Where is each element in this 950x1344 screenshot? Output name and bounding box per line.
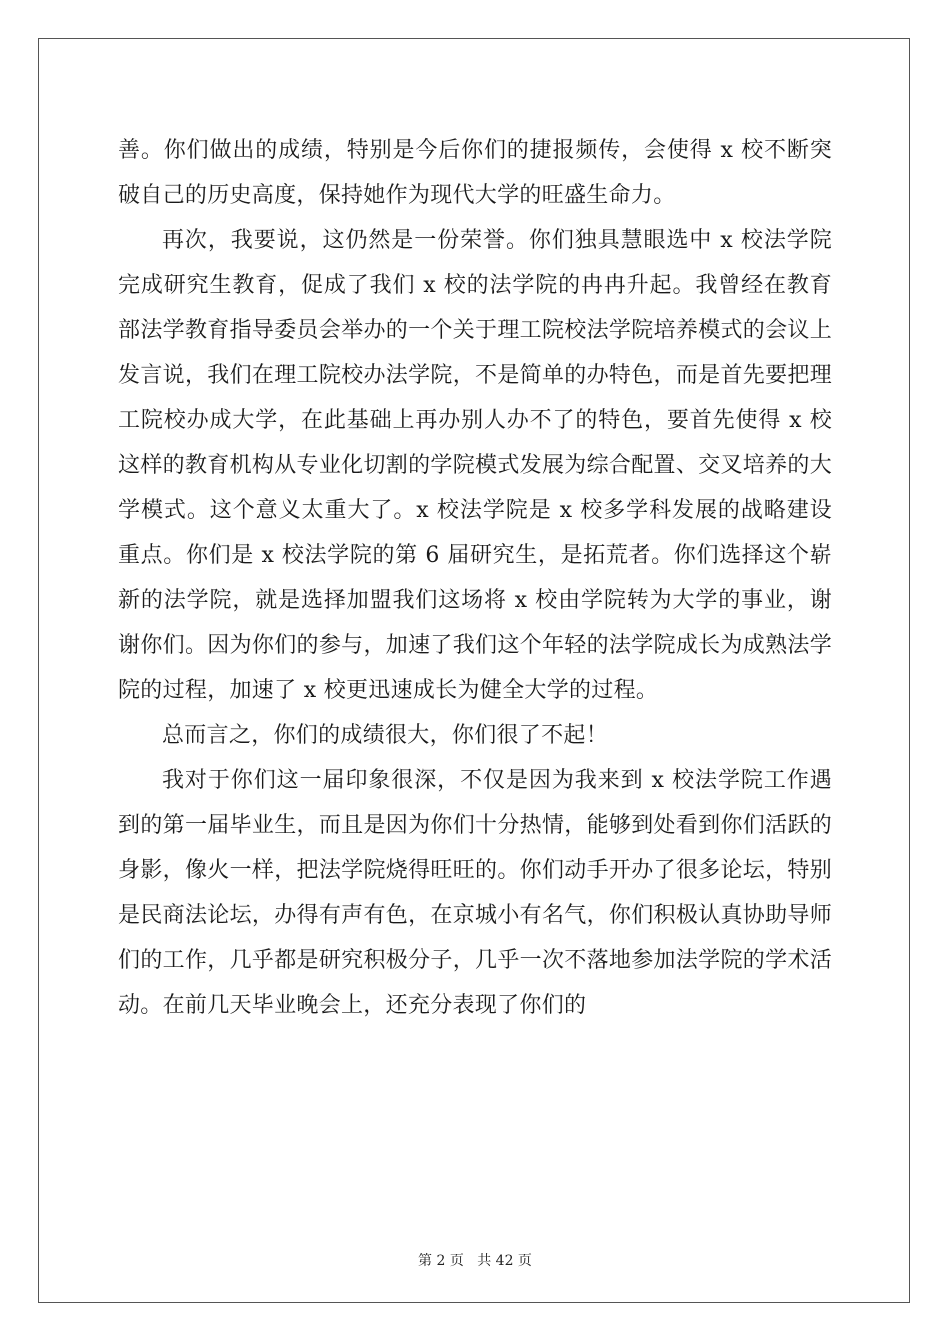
- page-footer: [0, 1250, 950, 1270]
- total-pages: 共 42 页: [477, 1253, 532, 1269]
- paragraph-2: 再次，我要说，这仍然是一份荣誉。你们独具慧眼选中 x 校法学院完成研究生教育，促成了我们 x 校的法学院的冉冉升起。我曾经在教育部法学教育指导委员会举办的一个关于理工院校法学院培养模式的会议上发言说，我们在理工院校办法学院，不是简单的办特色，而是首先要把理工院校办成大学，在此基础上再办别人办不了的特色，要首先使得 x 校这样的教育机构从专业化切割的学院模式发展为综合配置、交叉培养的大学模式。这个意义太重大了。x 校法学院是 x 校多学科发展的战略建设重点。你们是 x 校法学院的第 6 届研究生，是拓荒者。你们选择这个崭新的法学院，就是选择加盟我们这场将 x 校由学院转为大学的事业，谢谢你们。因为你们的参与，加速了我们这个年轻的法学院成长为成熟法学院的过程，加速了 x 校更迅速成长为健全大学的过程。: [118, 228, 832, 703]
- page-number: 第 2 页: [418, 1253, 464, 1269]
- paragraph-3: 总而言之，你们的成绩很大，你们很了不起！: [162, 723, 609, 748]
- document-body: [118, 128, 832, 1028]
- paragraph-4: 我对于你们这一届印象很深，不仅是因为我来到 x 校法学院工作遇到的第一届毕业生，而且是因为你们十分热情，能够到处看到你们活跃的身影，像火一样，把法学院烧得旺旺的。你们动手开办了很多论坛，特别是民商法论坛，办得有声有色，在京城小有名气，你们积极认真协助导师们的工作，几乎都是研究积极分子，几乎一次不落地参加法学院的学术活动。在前几天毕业晚会上，还充分表现了你们的: [118, 768, 832, 1018]
- paragraph-1: 善。你们做出的成绩，特别是今后你们的捷报频传，会使得 x 校不断突破自己的历史高度，保持她作为现代大学的旺盛生命力。: [118, 138, 832, 208]
- footer-spacer: [464, 1253, 477, 1269]
